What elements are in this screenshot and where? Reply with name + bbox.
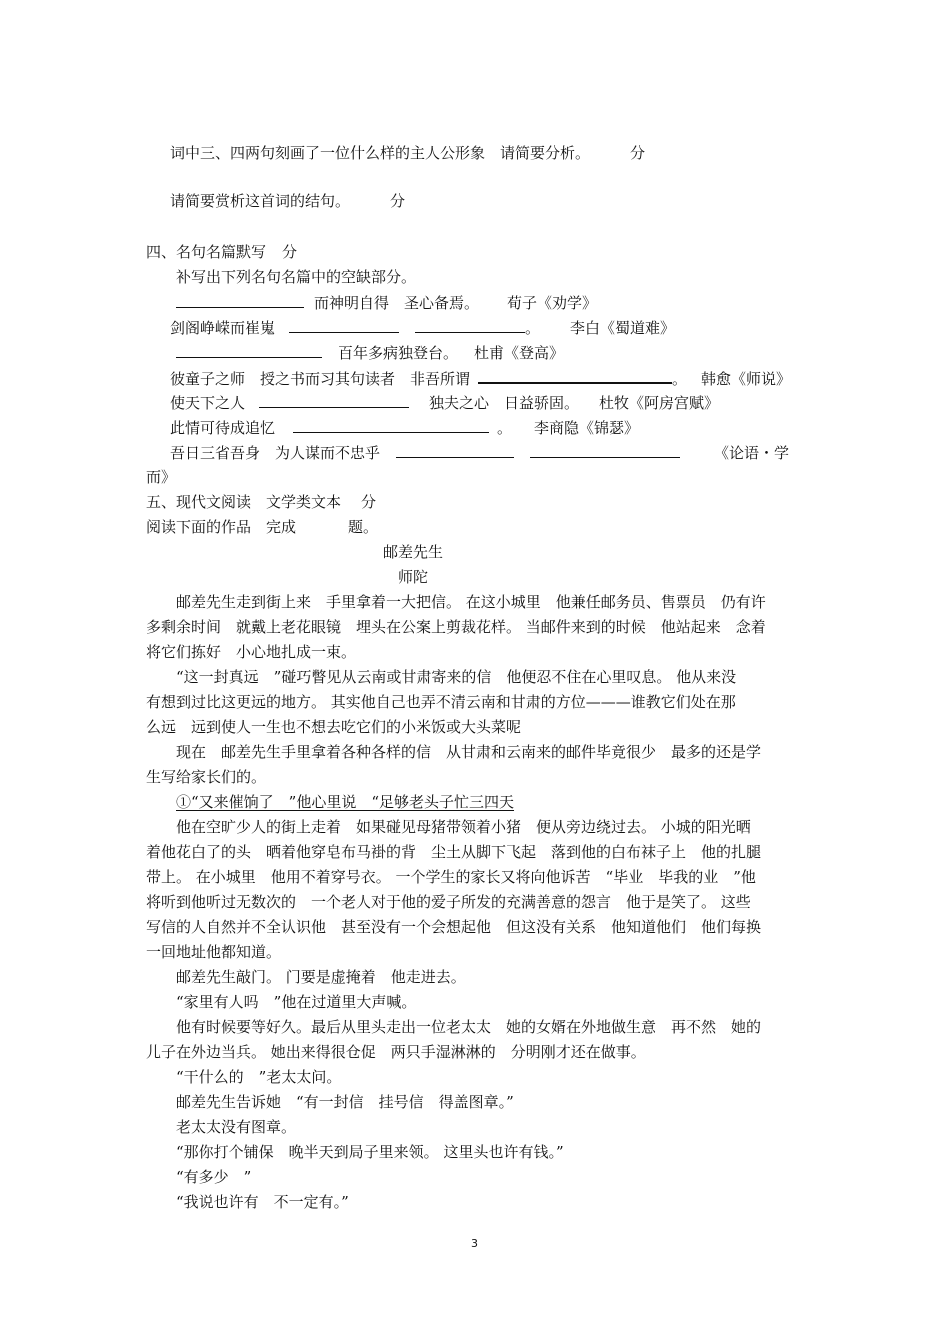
article-line: 儿子在外边当兵。 她出来得很仓促 两只手湿淋淋的 分明刚才还在做事。	[146, 1043, 646, 1061]
answer-blank[interactable]	[289, 317, 399, 333]
section-5-heading	[146, 492, 376, 512]
article-line: 邮差先生敲门。 门要是虚掩着 他走进去。	[176, 968, 466, 986]
article-line-underlined: ①“又来催饷了 ”他心里说 “足够老头子忙三四天	[176, 793, 515, 811]
article-line: “那你打个铺保 晚半天到局子里来领。 这里头也许有钱。”	[176, 1143, 564, 1161]
answer-blank[interactable]	[415, 317, 525, 333]
item-text: 此情可待成追忆	[170, 419, 276, 437]
question-ending	[170, 191, 405, 211]
answer-blank[interactable]	[478, 367, 672, 384]
article-line: 带上。 在小城里 他用不着穿号衣。 一个学生的家长又将向他诉苦 “毕业 毕我的业 ”他	[146, 868, 756, 886]
answer-blank[interactable]	[293, 417, 489, 433]
article-line: 现在 邮差先生手里拿着各种各样的信 从甘肃和云南来的邮件毕竟很少 最多的还是学	[176, 743, 762, 761]
answer-blank[interactable]	[530, 442, 680, 458]
article-line: 么远 远到使人一生也不想去吃它们的小米饭或大头菜呢	[146, 718, 522, 736]
item-source: 李商隐《锦瑟》	[534, 419, 640, 437]
item-source: 韩愈《师说》	[701, 370, 792, 388]
instruction-text: 阅读下面的作品 完成	[146, 518, 297, 536]
heading-text: 四、名句名篇默写	[146, 243, 267, 261]
article-line: “有多少 ”	[176, 1168, 252, 1186]
recitation-item-7-source-cont: 而》	[146, 468, 177, 486]
article-line: “干什么的 ”老太太问。	[176, 1068, 342, 1086]
article-line: 写信的人自然并不全认识他 甚至没有一个会想起他 但这没有关系 他知道他们 他们每换	[146, 918, 762, 936]
article-author: 师陀	[398, 568, 429, 586]
recitation-item-3	[176, 342, 564, 363]
article-title: 邮差先生	[383, 543, 444, 561]
question-protagonist	[170, 143, 645, 163]
article-line: 将它们拣好 小心地扎成一束。	[146, 643, 357, 661]
item-text: 吾日三省吾身 为人谋而不忠乎	[170, 444, 381, 462]
article-line: “家里有人吗 ”他在过道里大声喊。	[176, 993, 417, 1011]
item-text: 彼童子之师 授之书而习其句读者 非吾所谓	[170, 370, 471, 388]
heading-text: 五、现代文阅读 文学类文本	[146, 493, 342, 511]
item-source: 杜牧《阿房宫赋》	[599, 394, 720, 412]
recitation-item-1	[176, 292, 597, 313]
article-line: 将听到他听过无数次的 一个老人对于他的爱子所发的充满善意的怨言 他于是笑了。 这些	[146, 893, 751, 911]
article-line: 一回地址他都知道。	[146, 943, 282, 961]
item-text: 剑阁峥嵘而崔嵬	[170, 319, 276, 337]
item-text: 。	[497, 419, 513, 437]
answer-blank[interactable]	[176, 292, 304, 308]
article-line: 生写给家长们的。	[146, 768, 267, 786]
instruction-text: 题。	[348, 518, 379, 536]
article-line: “我说也许有 不一定有。”	[176, 1193, 349, 1211]
article-line: 老太太没有图章。	[176, 1118, 297, 1136]
item-text: 百年多病独登台。	[338, 344, 459, 362]
answer-blank[interactable]	[396, 442, 514, 458]
recitation-item-7	[170, 442, 789, 463]
item-source: 杜甫《登高》	[474, 344, 565, 362]
section-5-instruction	[146, 517, 378, 537]
answer-blank[interactable]	[259, 392, 409, 408]
recitation-item-4	[170, 367, 791, 389]
section-4-heading	[146, 242, 297, 262]
item-text: 独夫之心 日益骄固。	[429, 394, 580, 412]
item-text: 而神明自得 圣心备焉。	[314, 294, 480, 312]
article-line: 着他花白了的头 晒着他穿皂布马褂的背 尘土从脚下飞起 落到他的白布袜子上 他的扎腿	[146, 843, 762, 861]
question-text: 请简要赏析这首词的结句。	[170, 192, 351, 210]
recitation-item-6	[170, 417, 639, 438]
article-line: 多剩余时间 就戴上老花眼镜 埋头在公案上剪裁花样。 当邮件来到的时候 他站起来 念着	[146, 618, 766, 636]
article-line: 他有时候要等好久。最后从里头走出一位老太太 她的女婿在外地做生意 再不然 她的	[176, 1018, 762, 1036]
section-4-instruction: 补写出下列名句名篇中的空缺部分。	[176, 268, 417, 286]
score-label: 分	[361, 493, 377, 511]
article-line: “这一封真远 ”碰巧瞥见从云南或甘肃寄来的信 他便忍不住在心里叹息。 他从来没	[176, 668, 737, 686]
question-text: 词中三、四两句刻画了一位什么样的主人公形象 请简要分析。	[170, 144, 591, 162]
item-text: 。	[672, 370, 688, 388]
score-label: 分	[282, 243, 298, 261]
item-source: 《论语・学	[714, 444, 790, 462]
score-label: 分	[630, 144, 646, 162]
recitation-item-2	[170, 317, 675, 338]
item-source: 荀子《劝学》	[507, 294, 598, 312]
score-label: 分	[390, 192, 406, 210]
recitation-item-5	[170, 392, 719, 413]
item-source: 李白《蜀道难》	[570, 319, 676, 337]
article-line: 他在空旷少人的街上走着 如果碰见母猪带领着小猪 便从旁边绕过去。 小城的阳光晒	[176, 818, 751, 836]
page-number: 3	[471, 1237, 478, 1250]
article-line: 邮差先生告诉她 “有一封信 挂号信 得盖图章。”	[176, 1093, 514, 1111]
item-text: 。	[525, 319, 541, 337]
answer-blank[interactable]	[176, 342, 322, 358]
article-line: 邮差先生走到街上来 手里拿着一大把信。 在这小城里 他兼任邮务员、售票员 仍有许	[176, 593, 766, 611]
item-text: 使天下之人	[170, 394, 246, 412]
article-line: 有想到过比这更远的地方。 其实他自己也弄不清云南和甘肃的方位———谁教它们处在那	[146, 693, 736, 711]
